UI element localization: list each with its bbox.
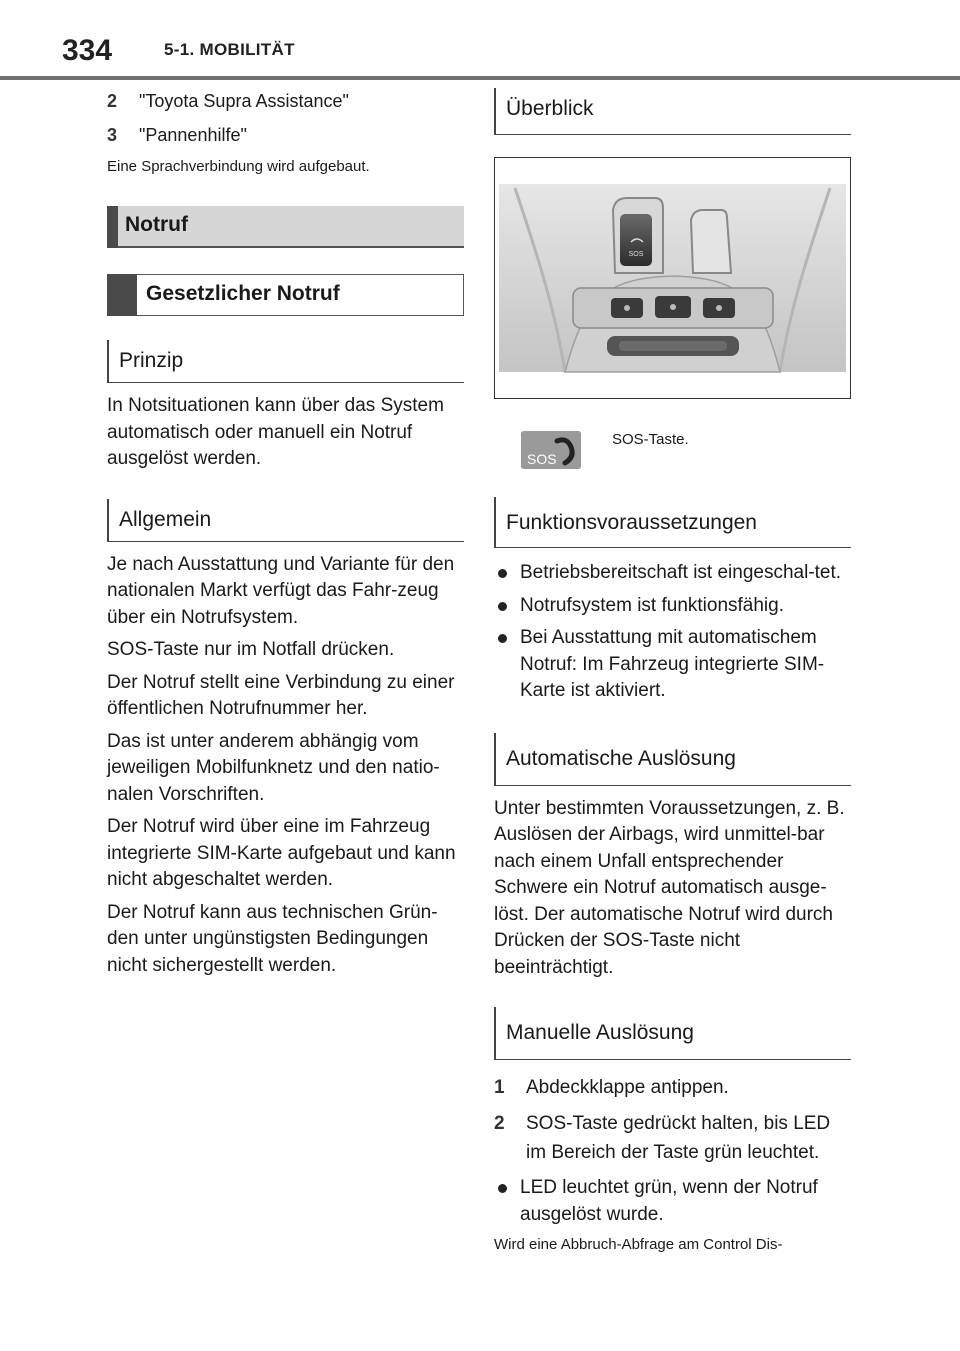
heading-text: Manuelle Auslösung bbox=[506, 1021, 694, 1044]
heading-bar bbox=[107, 206, 118, 248]
step-text: SOS-Taste gedrückt halten, bis LED im Bereich der Taste grün leuchtet. bbox=[526, 1113, 831, 1163]
allgemein-paragraph: Der Notruf wird über eine im Fahrzeug integrierte SIM-Karte aufgebaut und kann nicht abgeschaltet werden. bbox=[107, 816, 456, 890]
svg-text:SOS: SOS bbox=[628, 251, 644, 258]
heading-text: Notruf bbox=[125, 213, 188, 236]
connection-note: Eine Sprachverbindung wird aufgebaut. bbox=[107, 158, 370, 175]
step-text: "Pannenhilfe" bbox=[139, 125, 247, 145]
automatisch-paragraph: Unter bestimmten Voraussetzungen, z. B. Auslösen der Airbags, wird unmittel-bar nach einem Unfall entsprechender Schwere ein Notruf automatisch ausge-löst. Der automatische Notruf wird durch Drücken der SOS-Taste nicht beeinträchtigt. bbox=[494, 797, 845, 978]
allgemein-paragraph: Der Notruf kann aus technischen Grün-den unter ungünstigsten Bedingungen nicht sichergestellt werden. bbox=[107, 901, 438, 976]
heading-ueberblick bbox=[494, 88, 851, 135]
sos-caption: SOS-Taste. bbox=[612, 431, 689, 448]
sos-legend-row bbox=[494, 425, 851, 485]
heading-notruf bbox=[107, 206, 464, 248]
list-item: Bei Ausstattung mit automatischem Notruf: Im Fahrzeug integrierte SIM-Karte ist aktiviert. bbox=[494, 625, 851, 705]
step-item bbox=[494, 1109, 851, 1167]
step-text: "Toyota Supra Assistance" bbox=[139, 91, 349, 111]
heading-text: Automatische Auslösung bbox=[506, 746, 736, 770]
left-column bbox=[107, 88, 464, 985]
heading-prinzip bbox=[107, 340, 464, 383]
section-title: 5-1. MOBILITÄT bbox=[164, 40, 295, 59]
heading-text: Allgemein bbox=[119, 507, 212, 531]
right-column bbox=[494, 88, 851, 1256]
heading-gesetzlicher-notruf bbox=[107, 274, 464, 316]
heading-manuelle-ausloesung bbox=[494, 1007, 851, 1060]
heading-text: Überblick bbox=[506, 97, 594, 120]
overhead-console-illustration bbox=[495, 158, 850, 398]
heading-funktionsvoraussetzungen bbox=[494, 497, 851, 548]
allgemein-paragraph: SOS-Taste nur im Notfall drücken. bbox=[107, 639, 395, 660]
list-item: Notrufsystem ist funktionsfähig. bbox=[494, 593, 851, 620]
step-number: 2 bbox=[107, 91, 118, 111]
step-number: 3 bbox=[107, 125, 118, 145]
allgemein-paragraph: Das ist unter anderem abhängig vom jeweiligen Mobilfunknetz und den natio-nalen Vorschriften. bbox=[107, 730, 440, 805]
allgemein-paragraph: Je nach Ausstattung und Variante für den nationalen Markt verfügt das Fahr-zeug über ein Notrufsystem. bbox=[107, 553, 455, 628]
header-rule bbox=[0, 76, 960, 80]
heading-automatische-ausloesung bbox=[494, 733, 851, 786]
page-number: 334 bbox=[62, 34, 113, 67]
step-text: Abdeckklappe antippen. bbox=[526, 1077, 729, 1098]
prinzip-paragraph: In Notsituationen kann über das System automatisch oder manuell ein Notruf ausgelöst werden. bbox=[107, 395, 444, 469]
allgemein-paragraph: Der Notruf stellt eine Verbindung zu einer öffentlichen Notrufnummer her. bbox=[107, 671, 455, 719]
step-number: 1 bbox=[494, 1077, 505, 1098]
step-item bbox=[107, 122, 464, 148]
step-number: 2 bbox=[494, 1113, 505, 1134]
sos-icon-label: SOS bbox=[527, 451, 557, 467]
trailing-text: Wird eine Abbruch-Abfrage am Control Dis- bbox=[494, 1236, 783, 1253]
sos-button-icon bbox=[521, 431, 581, 469]
heading-text: Prinzip bbox=[119, 349, 184, 372]
heading-bar bbox=[107, 274, 137, 316]
heading-text: Gesetzlicher Notruf bbox=[146, 282, 340, 305]
page-header bbox=[0, 0, 960, 80]
overhead-console-image bbox=[494, 157, 851, 399]
heading-text: Funktionsvoraussetzungen bbox=[506, 511, 757, 534]
heading-allgemein bbox=[107, 499, 464, 542]
list-item: Betriebsbereitschaft ist eingeschal-tet. bbox=[494, 560, 851, 587]
step-item bbox=[494, 1074, 851, 1101]
step-item bbox=[107, 88, 464, 114]
list-item: LED leuchtet grün, wenn der Notruf ausgelöst wurde. bbox=[494, 1175, 851, 1228]
